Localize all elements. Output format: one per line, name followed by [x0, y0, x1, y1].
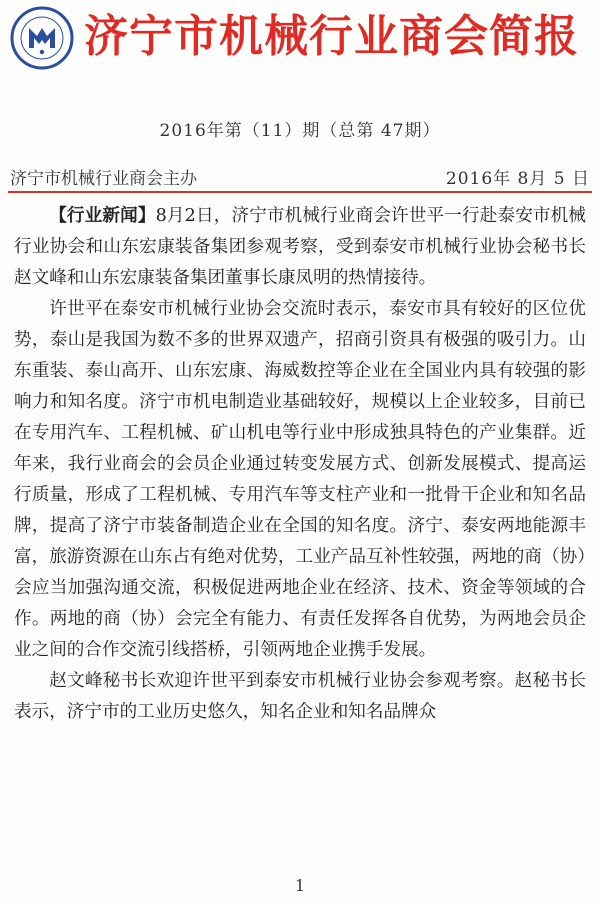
article-tag: 【行业新闻】	[49, 205, 156, 226]
sponsor-row	[10, 164, 590, 190]
chamber-logo-icon	[10, 6, 74, 70]
article-paragraph-3: 赵文峰秘书长欢迎许世平到泰安市机械行业协会参观考察。赵秘书长表示，济宁市的工业历史悠久，知名企业和知名品牌众	[14, 671, 586, 722]
article-paragraph-1	[14, 200, 586, 294]
article-paragraph-2: 许世平在泰安市机械行业协会交流时表示，泰安市具有较好的区位优势，泰山是我国为数不多的世界双遗产，招商引资具有极强的吸引力。山东重装、泰山高开、山东宏康、海威数控等企业在全国业内具有较强的影响力和知名度。济宁市机电制造业基础较好，规模以上企业较多，目前已在专用汽车、工程机械、矿山机电等行业中形成独具特色的产业集群。近年来，我行业商会的会员企业通过转变发展方式、创新发展模式、提高运行质量，形成了工程机械、专用汽车等支柱产业和一批骨干企业和知名品牌，提高了济宁市装备制造企业在全国的知名度。济宁、泰安两地能源丰富，旅游资源在山东占有绝对优势，工业产品互补性较强，两地的商（协）会应当加强沟通交流，积极促进两地企业在经济、技术、资金等领域的合作。两地的商（协）会完全有能力、有责任发挥各自优势，为两地会员企业之间的合作交流引线搭桥，引领两地企业携手发展。	[14, 299, 586, 660]
publish-date: 2016年 8月 5 日	[445, 169, 590, 189]
issue-number: 2016年第（11）期（总第 47期）	[159, 121, 441, 141]
page-number: 1	[294, 876, 306, 895]
article-body	[14, 200, 586, 728]
chamber-logo	[10, 6, 74, 70]
article-paragraph-1-text: 8月2日，济宁市机械行业商会许世平一行赴泰安市机械行业协会和山东宏康装备集团参观考察，受到泰安市机械行业协会秘书长赵文峰和山东宏康装备集团董事长康凤明的热情接待。	[14, 206, 586, 288]
header-divider	[8, 191, 592, 193]
sponsor-label: 济宁市机械行业商会主办	[10, 169, 197, 189]
bulletin-title: 济宁市机械行业商会简报	[84, 11, 579, 62]
